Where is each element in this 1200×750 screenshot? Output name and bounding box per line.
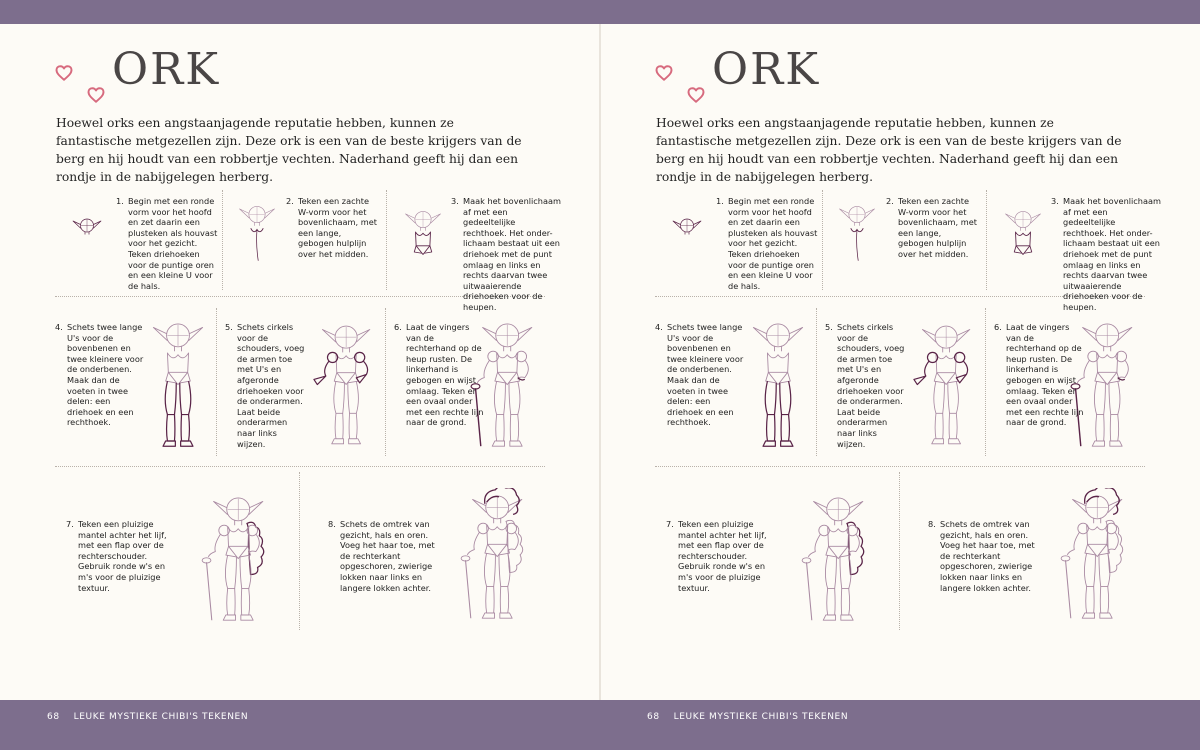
- step-text: Maak het bovenlichaam af met een gedeeltelijke rechthoek. Het onder-lichaam bestaat uit een driehoek met de punt omlaag en links en rechts daarvan twee uitwaaierende driehoeken voor de heupen.: [463, 196, 562, 312]
- dotted-divider: [55, 466, 545, 467]
- step-1-illustration: [62, 192, 112, 262]
- dotted-divider: [822, 190, 823, 290]
- page-title: ORK: [712, 44, 821, 95]
- step-2-illustration: [232, 192, 282, 272]
- heart-icon: [87, 86, 105, 104]
- page-footer: [47, 712, 248, 722]
- step-4-instruction: [655, 322, 747, 428]
- step-text: Schets twee lange U's voor de bovenbenen en twee kleinere voor de onderbenen. Maak dan de voeten in twee delen: een driehoek en een rechthoek.: [67, 322, 144, 428]
- heart-icon: [55, 64, 73, 82]
- step-8-instruction: [328, 519, 440, 593]
- top-band: [0, 0, 1200, 24]
- dotted-divider: [899, 472, 900, 630]
- step-number: 1.: [716, 196, 724, 206]
- step-1-illustration: [662, 192, 712, 262]
- page-footer: [647, 712, 848, 722]
- step-3-instruction: [451, 196, 562, 313]
- dotted-divider: [655, 466, 1145, 467]
- step-text: Begin met een ronde vorm voor het hoofd en zet daarin een plusteken als houvast voor het gezicht. Teken driehoeken voor de puntige oren en een kleine U voor de hals.: [128, 196, 218, 291]
- page-number: 68: [647, 712, 660, 722]
- step-3-instruction: [1051, 196, 1162, 313]
- intro-paragraph: Hoewel orks een angstaanjagende reputatie hebben, kunnen ze fantastische metgezellen zijn. Deze ork is een van de beste krijgers van de berg en hij houdt van een robbertje vechten. Naderhand geeft hij dan een rondje in de nabijgelegen herberg.: [56, 116, 522, 184]
- step-number: 3.: [1051, 196, 1059, 206]
- dotted-divider: [816, 308, 817, 456]
- step-text: Schets de omtrek van gezicht, hals en oren. Voeg het haar toe, met de rechterkant opgeschoren, zwierige lokken naar links en langere lokken achter.: [940, 519, 1035, 593]
- step-number: 7.: [666, 519, 674, 529]
- running-title: LEUKE MYSTIEKE CHIBI'S TEKENEN: [73, 712, 249, 722]
- step-number: 6.: [994, 322, 1002, 332]
- step-text: Teken een pluizige mantel achter het lijf, met een flap over de rechterschouder. Gebruik ronde w's en m's voor de pluizige textuur.: [78, 519, 167, 593]
- page-number: 68: [47, 712, 60, 722]
- step-number: 1.: [116, 196, 124, 206]
- dotted-divider: [222, 190, 223, 290]
- step-number: 4.: [55, 322, 63, 332]
- step-text: Maak het bovenlichaam af met een gedeeltelijke rechthoek. Het onder-lichaam bestaat uit een driehoek met de punt omlaag en links en rechts daarvan twee uitwaaierende driehoeken voor de heupen.: [1063, 196, 1162, 312]
- step-number: 5.: [825, 322, 833, 332]
- page-left: [0, 24, 600, 700]
- step-7-instruction: [666, 519, 770, 593]
- step-2-instruction: [286, 196, 378, 260]
- dotted-divider: [299, 472, 300, 630]
- step-number: 8.: [328, 519, 336, 529]
- step-text: Teken een pluizige mantel achter het lijf, met een flap over de rechterschouder. Gebruik ronde w's en m's voor de pluizige textuur.: [678, 519, 767, 593]
- step-5-instruction: [825, 322, 907, 449]
- step-number: 5.: [225, 322, 233, 332]
- step-number: 6.: [394, 322, 402, 332]
- step-2-illustration: [832, 192, 882, 272]
- intro-paragraph: Hoewel orks een angstaanjagende reputatie hebben, kunnen ze fantastische metgezellen zijn. Deze ork is een van de beste krijgers van de berg en hij houdt van een robbertje vechten. Naderhand geeft hij dan een rondje in de nabijgelegen herberg.: [656, 116, 1122, 184]
- step-text: Laat de vingers van de rechterhand op de heup rusten. De linkerhand is gebogen en wijst omlaag. Teken er een ovaal onder met een rechte lijn naar de grond.: [1006, 322, 1084, 428]
- heart-icon: [687, 86, 705, 104]
- step-text: Schets cirkels voor de schouders, voeg de armen toe met U's en afgeronde driehoeken voor de onderarmen. Laat beide onderarmen naar links wijzen.: [237, 322, 305, 449]
- step-number: 8.: [928, 519, 936, 529]
- step-7-instruction: [66, 519, 170, 593]
- step-8-instruction: [928, 519, 1040, 593]
- dotted-divider: [216, 308, 217, 456]
- dotted-divider: [386, 190, 387, 290]
- page-title: ORK: [112, 44, 221, 95]
- step-8-illustration: [1055, 488, 1135, 620]
- step-text: Teken een zachte W-vorm voor het bovenlichaam, met een lange, gebogen hulplijn over het midden.: [898, 196, 977, 259]
- step-1-instruction: [716, 196, 818, 291]
- step-text: Schets twee lange U's voor de bovenbenen en twee kleinere voor de onderbenen. Maak dan de voeten in twee delen: een driehoek en een rechthoek.: [667, 322, 744, 428]
- step-text: Schets de omtrek van gezicht, hals en oren. Voeg het haar toe, met de rechterkant opgeschoren, zwierige lokken naar links en langere lokken achter.: [340, 519, 435, 593]
- heart-icon: [655, 64, 673, 82]
- step-number: 7.: [66, 519, 74, 529]
- step-4-illustration: [148, 316, 208, 448]
- step-7-illustration: [795, 490, 877, 622]
- step-number: 4.: [655, 322, 663, 332]
- step-text: Schets cirkels voor de schouders, voeg de armen toe met U's en afgeronde driehoeken voor de onderarmen. Laat beide onderarmen naar links wijzen.: [837, 322, 905, 449]
- step-7-illustration: [195, 490, 277, 622]
- dotted-divider: [985, 308, 986, 456]
- dotted-divider: [986, 190, 987, 290]
- step-1-instruction: [116, 196, 218, 291]
- step-number: 2.: [286, 196, 294, 206]
- dotted-divider: [385, 308, 386, 456]
- step-text: Teken een zachte W-vorm voor het bovenlichaam, met een lange, gebogen hulplijn over het midden.: [298, 196, 377, 259]
- step-3-illustration: [998, 192, 1048, 282]
- step-6-instruction: [994, 322, 1086, 428]
- step-6-instruction: [394, 322, 486, 428]
- bottom-band: [0, 700, 1200, 750]
- step-5-instruction: [225, 322, 307, 449]
- page-right: [600, 24, 1200, 700]
- step-4-instruction: [55, 322, 147, 428]
- step-number: 2.: [886, 196, 894, 206]
- step-text: Begin met een ronde vorm voor het hoofd en zet daarin een plusteken als houvast voor het gezicht. Teken driehoeken voor de puntige oren en een kleine U voor de hals.: [728, 196, 818, 291]
- step-number: 3.: [451, 196, 459, 206]
- step-text: Laat de vingers van de rechterhand op de heup rusten. De linkerhand is gebogen en wijst omlaag. Teken er een ovaal onder met een rechte lijn naar de grond.: [406, 322, 484, 428]
- step-8-illustration: [455, 488, 535, 620]
- step-5-illustration: [308, 316, 380, 448]
- step-2-instruction: [886, 196, 978, 260]
- running-title: LEUKE MYSTIEKE CHIBI'S TEKENEN: [673, 712, 849, 722]
- step-3-illustration: [398, 192, 448, 282]
- step-5-illustration: [908, 316, 980, 448]
- step-4-illustration: [748, 316, 808, 448]
